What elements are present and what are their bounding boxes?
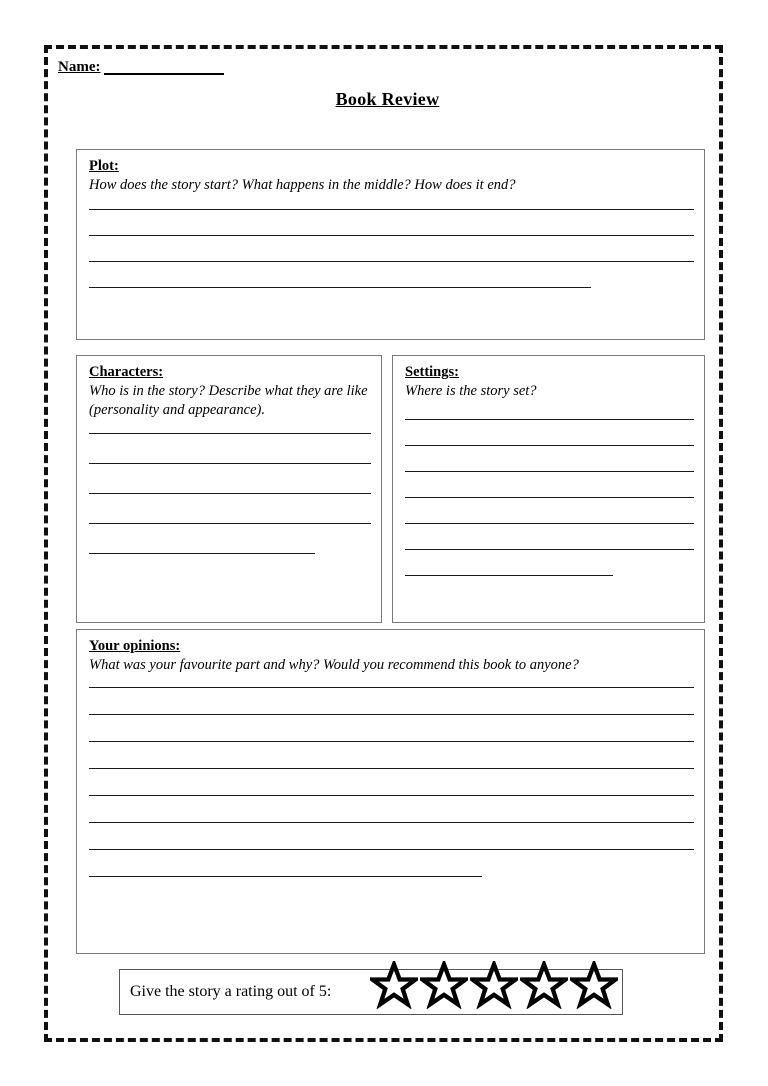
section-characters-heading: Characters:: [89, 364, 164, 380]
section-plot-lines: [89, 209, 694, 288]
section-characters: [76, 355, 382, 623]
write-line[interactable]: [405, 419, 694, 420]
name-input-blank[interactable]: [104, 60, 224, 75]
write-line[interactable]: [89, 433, 371, 434]
rating-stars[interactable]: [370, 961, 618, 1009]
worksheet-dashed-frame: [44, 45, 723, 1042]
write-line[interactable]: [405, 549, 694, 550]
section-plot: [76, 149, 705, 340]
star-outline-icon[interactable]: [570, 961, 618, 1009]
write-line[interactable]: [89, 876, 482, 877]
write-line[interactable]: [89, 714, 694, 715]
section-opinions-heading: Your opinions:: [89, 638, 181, 654]
rating-box: [119, 969, 623, 1015]
section-settings-heading: Settings:: [405, 364, 459, 380]
star-outline-icon[interactable]: [470, 961, 518, 1009]
section-settings-prompt: Where is the story set?: [405, 382, 537, 399]
page-title: Book Review: [335, 89, 440, 109]
write-line[interactable]: [89, 553, 315, 554]
section-settings: [392, 355, 705, 623]
write-line[interactable]: [405, 497, 694, 498]
write-line[interactable]: [89, 209, 694, 210]
write-line[interactable]: [405, 575, 613, 576]
write-line[interactable]: [89, 741, 694, 742]
write-line[interactable]: [405, 523, 694, 524]
write-line[interactable]: [89, 687, 694, 688]
write-line[interactable]: [89, 822, 694, 823]
star-outline-icon[interactable]: [370, 961, 418, 1009]
write-line[interactable]: [405, 445, 694, 446]
rating-label: Give the story a rating out of 5:: [130, 983, 332, 1000]
star-outline-icon[interactable]: [420, 961, 468, 1009]
section-characters-lines: [89, 433, 371, 554]
write-line[interactable]: [405, 471, 694, 472]
write-line[interactable]: [89, 849, 694, 850]
write-line[interactable]: [89, 287, 591, 288]
name-label: Name:: [58, 59, 101, 75]
section-opinions-lines: [89, 687, 694, 877]
section-characters-prompt: Who is in the story? Describe what they are like (personality and appearance).: [89, 382, 368, 418]
write-line[interactable]: [89, 795, 694, 796]
write-line[interactable]: [89, 235, 694, 236]
write-line[interactable]: [89, 493, 371, 494]
write-line[interactable]: [89, 463, 371, 464]
write-line[interactable]: [89, 261, 694, 262]
name-field-row: [58, 53, 358, 75]
write-line[interactable]: [89, 523, 371, 524]
section-opinions-prompt: What was your favourite part and why? Would you recommend this book to anyone?: [89, 656, 579, 673]
section-settings-lines: [405, 419, 694, 576]
star-outline-icon[interactable]: [520, 961, 568, 1009]
section-plot-heading: Plot:: [89, 158, 119, 174]
section-opinions: [76, 629, 705, 954]
section-plot-prompt: How does the story start? What happens in the middle? How does it end?: [89, 176, 516, 193]
write-line[interactable]: [89, 768, 694, 769]
